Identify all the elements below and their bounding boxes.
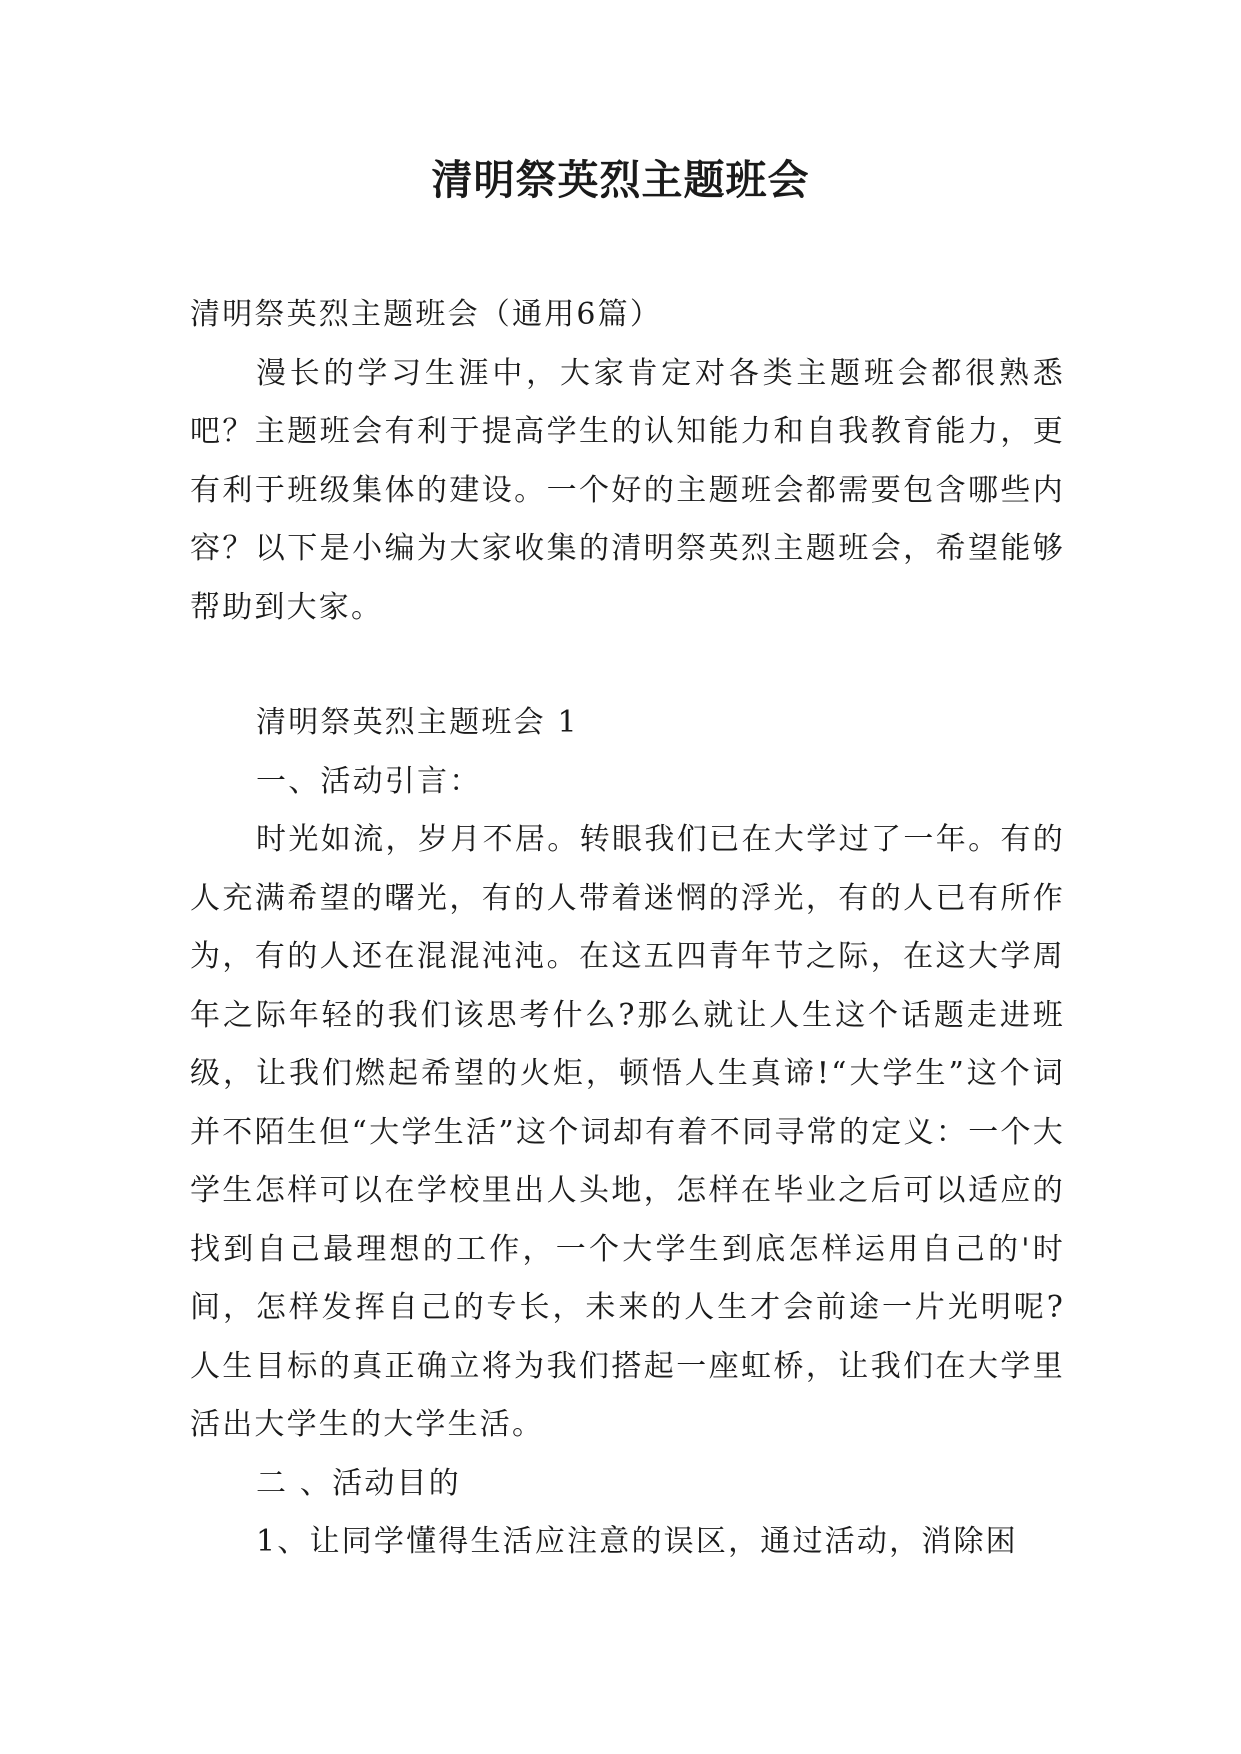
document-title: 清明祭英烈主题班会 [431,156,810,204]
purpose-item-1: 1、让同学懂得生活应注意的误区，通过活动，消除困 [256,1524,1018,1559]
document-subtitle: 清明祭英烈主题班会（通用6篇） [190,297,663,332]
activity-intro-paragraph: 时光如流，岁月不居。转眼我们已在大学过了一年。有的人充满希望的曙光，有的人带着迷惘的浮光，有的人已有所作为，有的人还在混混沌沌。在这五四青年节之际，在这大学周年之际年轻的我们该思考什么?那么就让人生这个话题走进班级，让我们燃起希望的火炬，顿悟人生真谛!“大学生”这个词并不陌生但“大学生活”这个词却有着不同寻常的定义：一个大学生怎样可以在学校里出人头地，怎样在毕业之后可以适应的找到自己最理想的工作，一个大学生到底怎样运用自己的'时间，怎样发挥自己的专长，未来的人生才会前途一片光明呢?人生目标的真正确立将为我们搭起一座虹桥，让我们在大学里活出大学生的大学生活。 [190,822,1065,1442]
section-heading: 清明祭英烈主题班会 1 [256,705,579,740]
paragraph-spacer [190,637,1065,694]
intro-paragraph: 漫长的学习生涯中，大家肯定对各类主题班会都很熟悉吧？主题班会有利于提高学生的认知能力和自我教育能力，更有利于班级集体的建设。一个好的主题班会都需要包含哪些内容？以下是小编为大家收集的清明祭英烈主题班会，希望能够帮助到大家。 [190,355,1065,625]
subheading-activity-intro: 一、活动引言： [256,763,482,799]
document-body [190,286,1065,1572]
subheading-activity-purpose: 二 、活动目的 [256,1465,461,1501]
